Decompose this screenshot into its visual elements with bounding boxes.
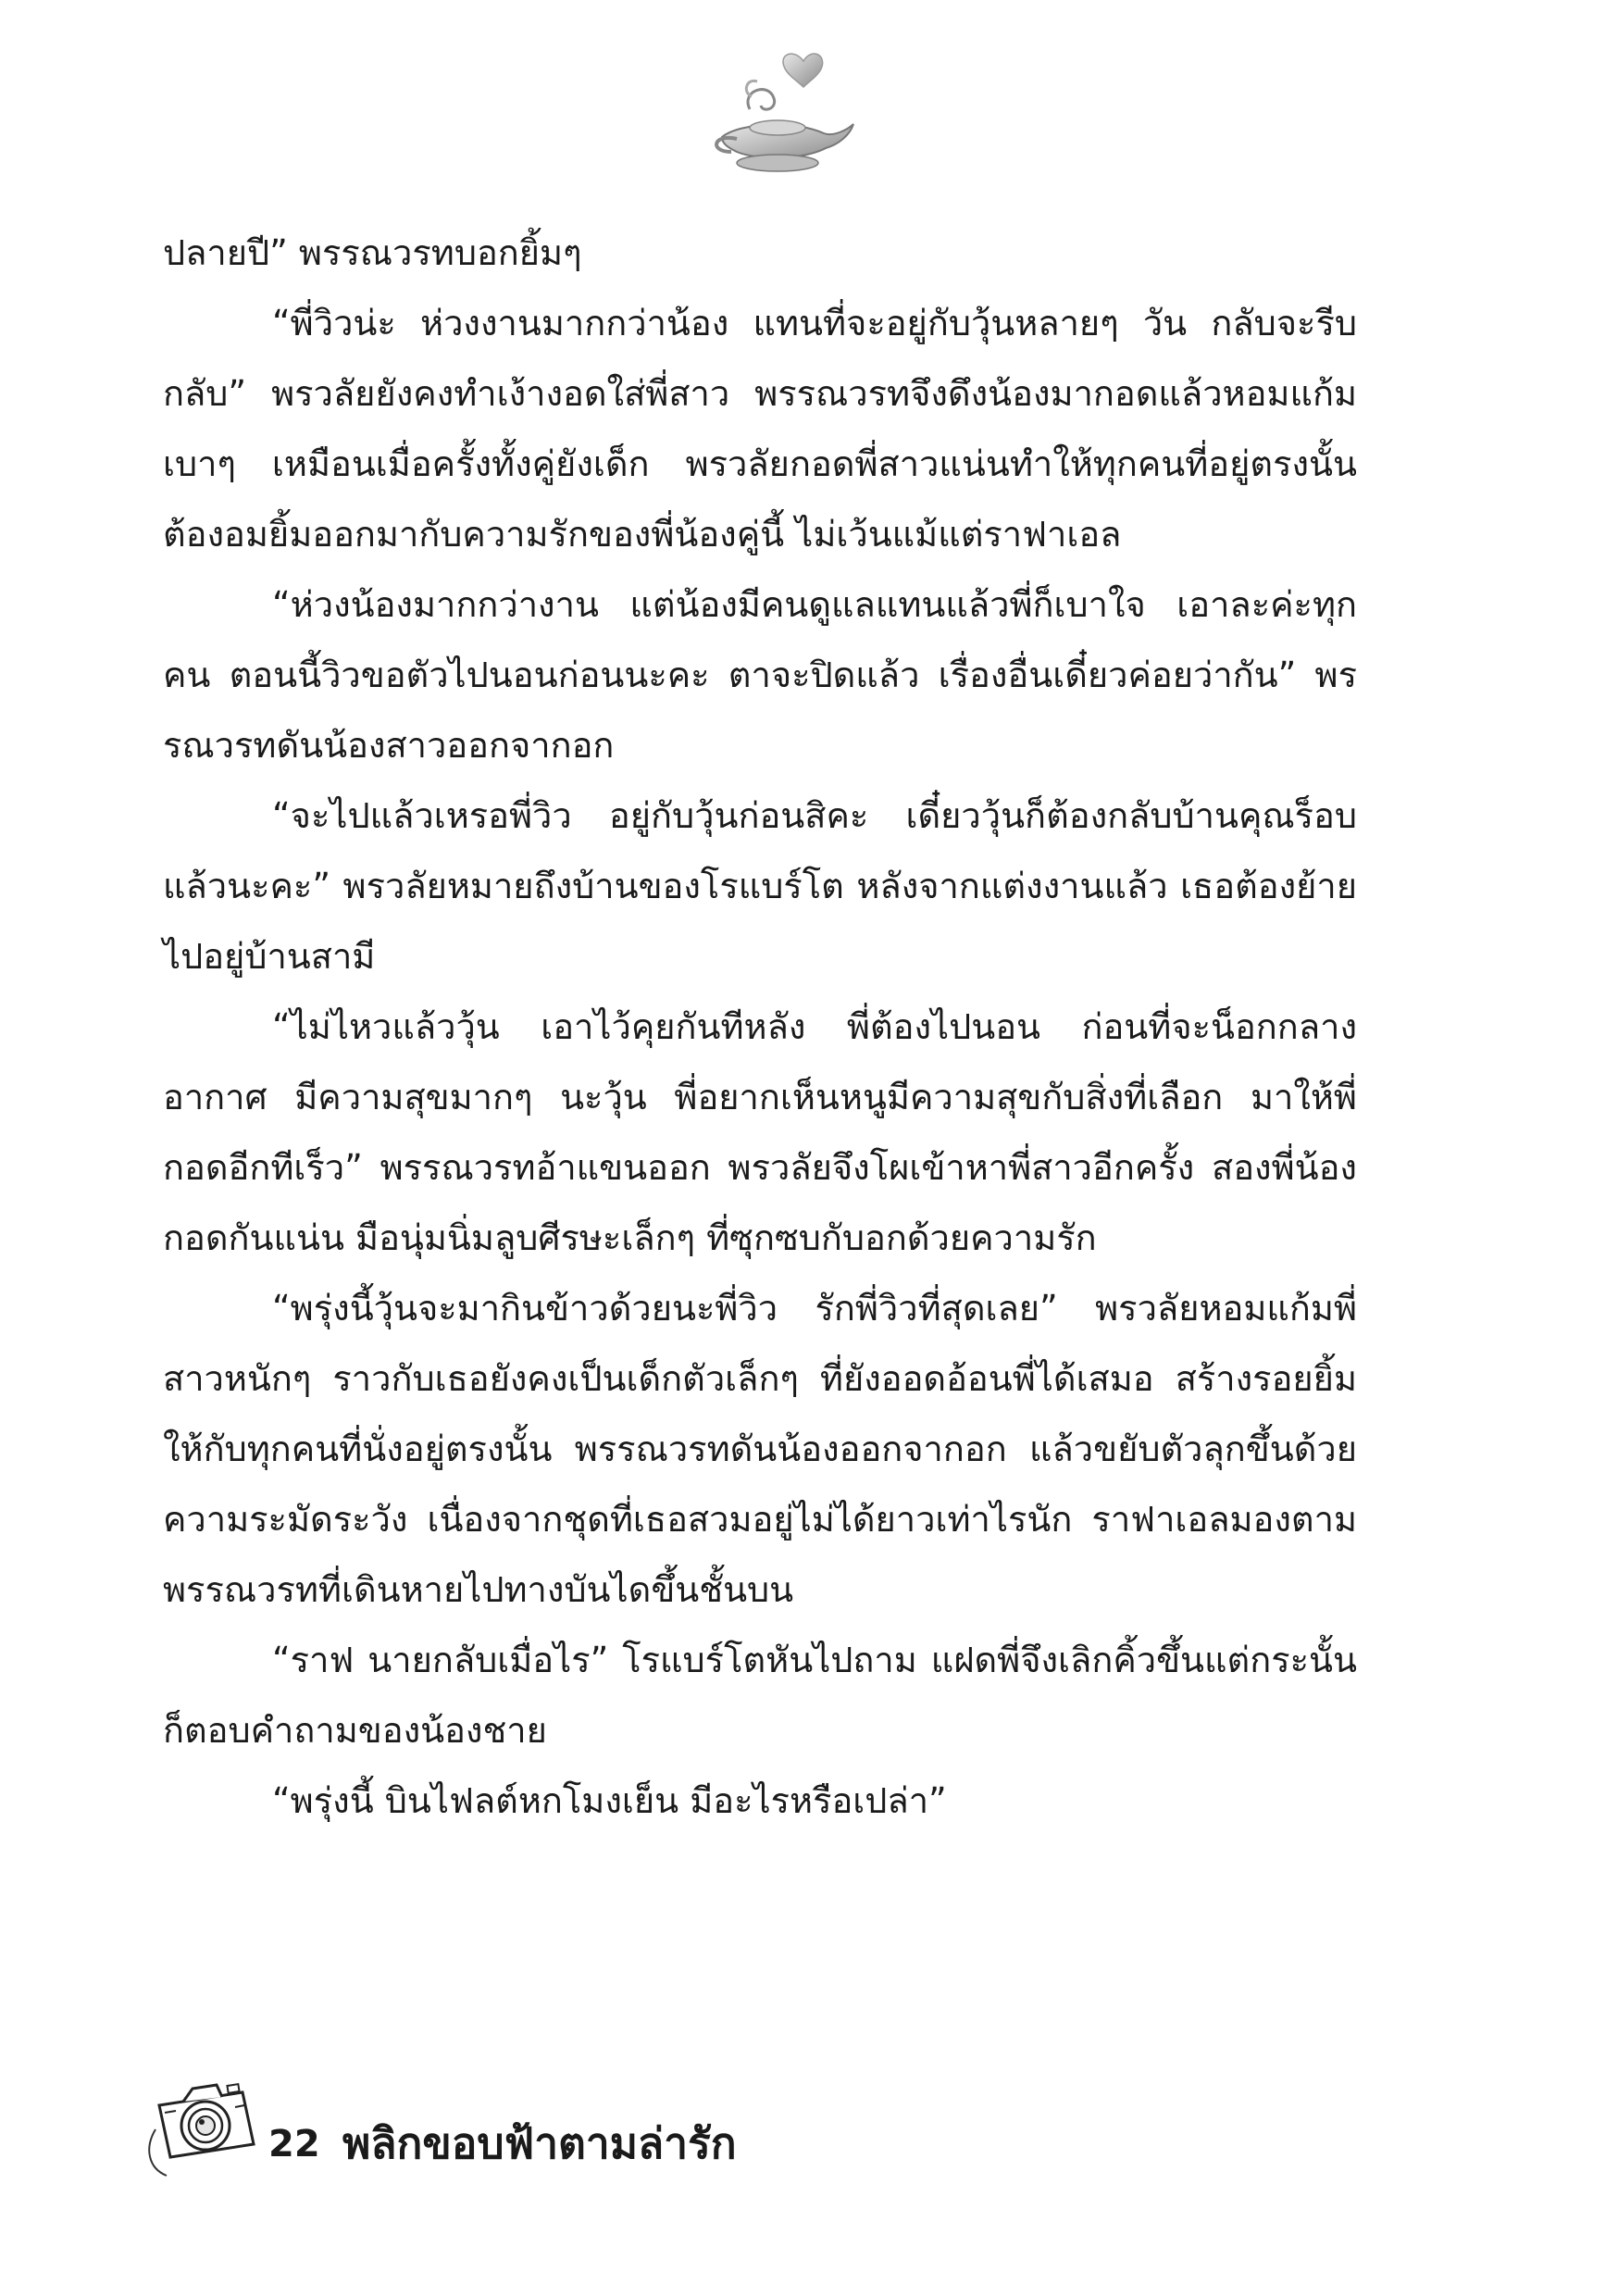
paragraph-1: ปลายปี” พรรณวรทบอกยิ้มๆ (163, 232, 582, 273)
paragraph-7: “ราฟ นายกลับเมื่อไร” โรแบร์โตหันไปถาม แฝดพี่จึงเลิกคิ้วขึ้นแต่กระนั้นก็ตอบคำถามของน้องชาย (163, 1640, 1357, 1751)
paragraph-2: “พี่วิวน่ะ ห่วงงานมากกว่าน้อง แทนที่จะอยู่กับวุ้นหลายๆ วัน กลับจะรีบกลับ” พรวลัยยังคงทำเง้างอดใส่พี่สาว พรรณวรทจึงดึงน้องมากอดแล้วหอมแก้มเบาๆ เหมือนเมื่อครั้งทั้งคู่ยังเด็ก พรวลัยกอดพี่สาวแน่นทำให้ทุกคนที่อยู่ตรงนั้นต้องอมยิ้มออกมากับความรักของพี่น้องคู่นี้ ไม่เว้นแม้แต่ราฟาเอล (163, 303, 1357, 555)
paragraph-5: “ไม่ไหวแล้ววุ้น เอาไว้คุยกันทีหลัง พี่ต้องไปนอน ก่อนที่จะน็อกกลางอากาศ มีความสุขมากๆ นะวุ้น พี่อยากเห็นหนูมีความสุขกับสิ่งที่เลือก มาให้พี่กอดอีกทีเร็ว” พรรณวรทอ้าแขนออก พรวลัยจึงโผเข้าหาพี่สาวอีกครั้ง สองพี่น้องกอดกันแน่น มือนุ่มนิ่มลูบศีรษะเล็กๆ ที่ซุกซบกับอกด้วยความรัก (163, 1006, 1357, 1258)
lamp-ornament-icon (685, 44, 870, 183)
page-footer (139, 2065, 972, 2185)
book-title: พลิกขอบฟ้าตามล่ารัก (342, 2118, 737, 2168)
paragraph-6: “พรุ่งนี้วุ้นจะมากินข้าวด้วยนะพี่วิว รักพี่วิวที่สุดเลย” พรวลัยหอมแก้มพี่สาวหนักๆ ราวกับเธอยังคงเป็นเด็กตัวเล็กๆ ที่ยังออดอ้อนพี่ได้เสมอ สร้างรอยยิ้มให้กับทุกคนที่นั่งอยู่ตรงนั้น พรรณวรทดันน้องออกจากอก แล้วขยับตัวลุกขึ้นด้วยความระมัดระวัง เนื่องจากชุดที่เธอสวมอยู่ไม่ได้ยาวเท่าไรนัก ราฟาเอลมองตามพรรณวรทที่เดินหายไปทางบันไดขึ้นชั้นบน (163, 1288, 1357, 1610)
page-number: 22 (268, 2123, 320, 2165)
paragraph-4: “จะไปแล้วเหรอพี่วิว อยู่กับวุ้นก่อนสิคะ เดี๋ยววุ้นก็ต้องกลับบ้านคุณร็อบแล้วนะคะ” พรวลัยหมายถึงบ้านของโรแบร์โต หลังจากแต่งงานแล้ว เธอต้องย้ายไปอยู่บ้านสามี (163, 795, 1357, 977)
paragraph-3: “ห่วงน้องมากกว่างาน แต่น้องมีคนดูแลแทนแล้วพี่ก็เบาใจ เอาละค่ะทุกคน ตอนนี้วิวขอตัวไปนอนก่อนนะคะ ตาจะปิดแล้ว เรื่องอื่นเดี๋ยวค่อยว่ากัน” พรรณวรทดันน้องสาวออกจากอก (163, 584, 1357, 766)
page-body (163, 218, 1357, 1836)
camera-icon (139, 2065, 278, 2180)
paragraph-8: “พรุ่งนี้ บินไฟลต์หกโมงเย็น มีอะไรหรือเปล่า” (272, 1780, 947, 1821)
